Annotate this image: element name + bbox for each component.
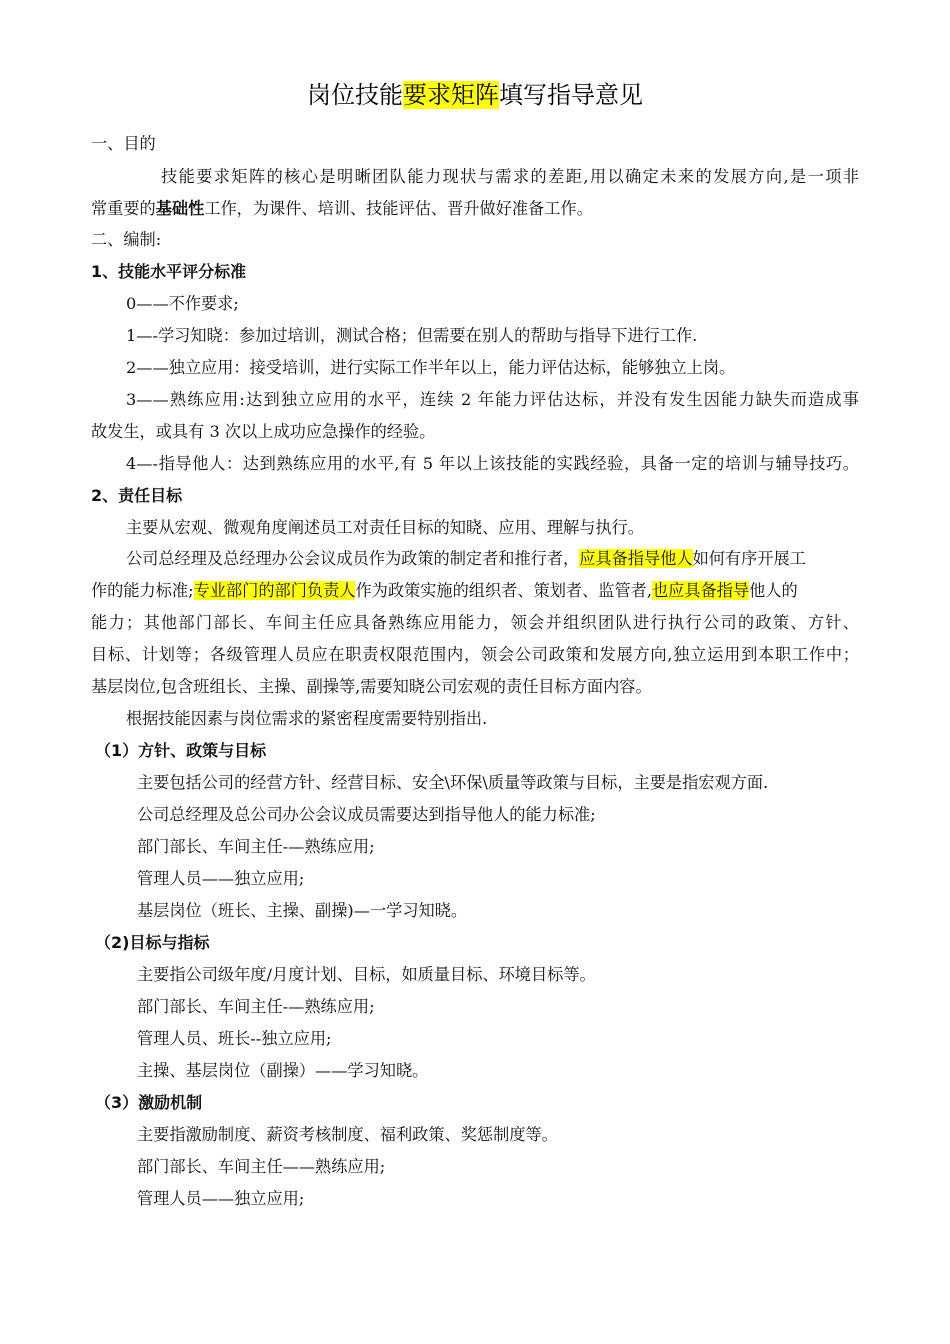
policy-line-2: 公司总经理及总公司办公会议成员需要达到指导他人的能力标准;	[137, 805, 596, 824]
policy-line-4: 管理人员——独立应用;	[137, 869, 305, 888]
section-heading-compile: 二、编制:	[91, 230, 162, 249]
incentives-line-3: 管理人员——独立应用;	[137, 1189, 305, 1208]
highlight-dept-head: 专业部门的部门负责人	[193, 581, 356, 600]
level-4: 4—-指导他人：达到熟练应用的水平,有 5 年以上该技能的实践经验，具备一定的培训与辅导技巧。	[126, 454, 859, 473]
highlight-guide-others: 应具备指导他人	[579, 549, 693, 568]
title-text: 岗位技能	[307, 81, 403, 109]
purpose-line-1: 技能要求矩阵的核心是明晰团队能力现状与需求的差距,用以确定未来的发展方向,是一项非	[161, 167, 859, 186]
resp-line-4: 能力；其他部门部长、车间主任应具备熟练应用能力，领会并组织团队进行执行公司的政策、方针、	[91, 613, 859, 632]
subheading-policy: （1）方针、政策与目标	[95, 741, 267, 760]
level-2: 2——独立应用：接受培训，进行实际工作半年以上，能力评估达标，能够独立上岗。	[126, 358, 736, 377]
level-3-line-2: 故发生，或具有 3 次以上成功应急操作的经验。	[91, 422, 436, 441]
subheading-incentives: （3）激励机制	[95, 1093, 203, 1112]
resp-line-7: 根据技能因素与岗位需求的紧密程度需要特别指出.	[126, 709, 488, 728]
targets-line-4: 主操、基层岗位（副操）——学习知晓。	[137, 1061, 429, 1080]
title-text-end: 填写指导意见	[499, 81, 643, 109]
subheading-targets: （2)目标与指标	[95, 933, 210, 952]
section-heading-purpose: 一、目的	[91, 134, 156, 153]
incentives-line-2: 部门部长、车间主任——熟练应用;	[137, 1157, 386, 1176]
title-highlight: 要求矩阵	[403, 81, 499, 109]
level-3-line-1: 3——熟练应用:达到独立应用的水平，连续 2 年能力评估达标，并没有发生因能力缺失而造成事	[126, 390, 859, 409]
policy-line-5: 基层岗位（班长、主操、副操)—一学习知晓。	[137, 901, 468, 920]
targets-line-3: 管理人员、班长--独立应用;	[137, 1029, 332, 1048]
heading-responsibility: 2、责任目标	[91, 486, 183, 505]
policy-line-1: 主要包括公司的经营方针、经营目标、安全\环保\质量等政策与目标，主要是指宏观方面.	[137, 773, 769, 792]
resp-line-6: 基层岗位,包含班组长、主操、副操等,需要知晓公司宏观的责任目标方面内容。	[91, 677, 652, 696]
resp-line-5: 目标、计划等；各级管理人员应在职责权限范围内，领会公司政策和发展方向,独立运用到本职工作中；	[91, 645, 859, 664]
document-title	[0, 76, 950, 114]
targets-line-1: 主要指公司级年度/月度计划、目标，如质量目标、环境目标等。	[137, 965, 596, 984]
bold-term: 基础性	[155, 199, 205, 218]
resp-para-1: 主要从宏观、微观角度阐述员工对责任目标的知晓、应用、理解与执行。	[126, 518, 644, 537]
heading-skill-levels: 1、技能水平评分标准	[91, 262, 247, 281]
policy-line-3: 部门部长、车间主任-—熟练应用;	[137, 837, 375, 856]
targets-line-2: 部门部长、车间主任-—熟练应用;	[137, 997, 375, 1016]
level-0: 0——不作要求;	[126, 294, 239, 313]
highlight-also-guide: 也应具备指导	[652, 581, 750, 600]
resp-line-2: 公司总经理及总经理办公会议成员作为政策的制定者和推行者，应具备指导他人如何有序开展工	[126, 549, 806, 568]
resp-line-3: 作的能力标准;专业部门的部门负责人作为政策实施的组织者、策划者、监管者,也应具备指导他人的	[91, 581, 798, 600]
incentives-line-1: 主要指激励制度、薪资考核制度、福利政策、奖惩制度等。	[137, 1125, 558, 1144]
purpose-line-2: 常重要的基础性工作，为课件、培训、技能评估、晋升做好准备工作。	[91, 199, 593, 218]
level-1: 1—-学习知晓：参加过培训，测试合格；但需要在别人的帮助与指导下进行工作.	[126, 326, 698, 345]
